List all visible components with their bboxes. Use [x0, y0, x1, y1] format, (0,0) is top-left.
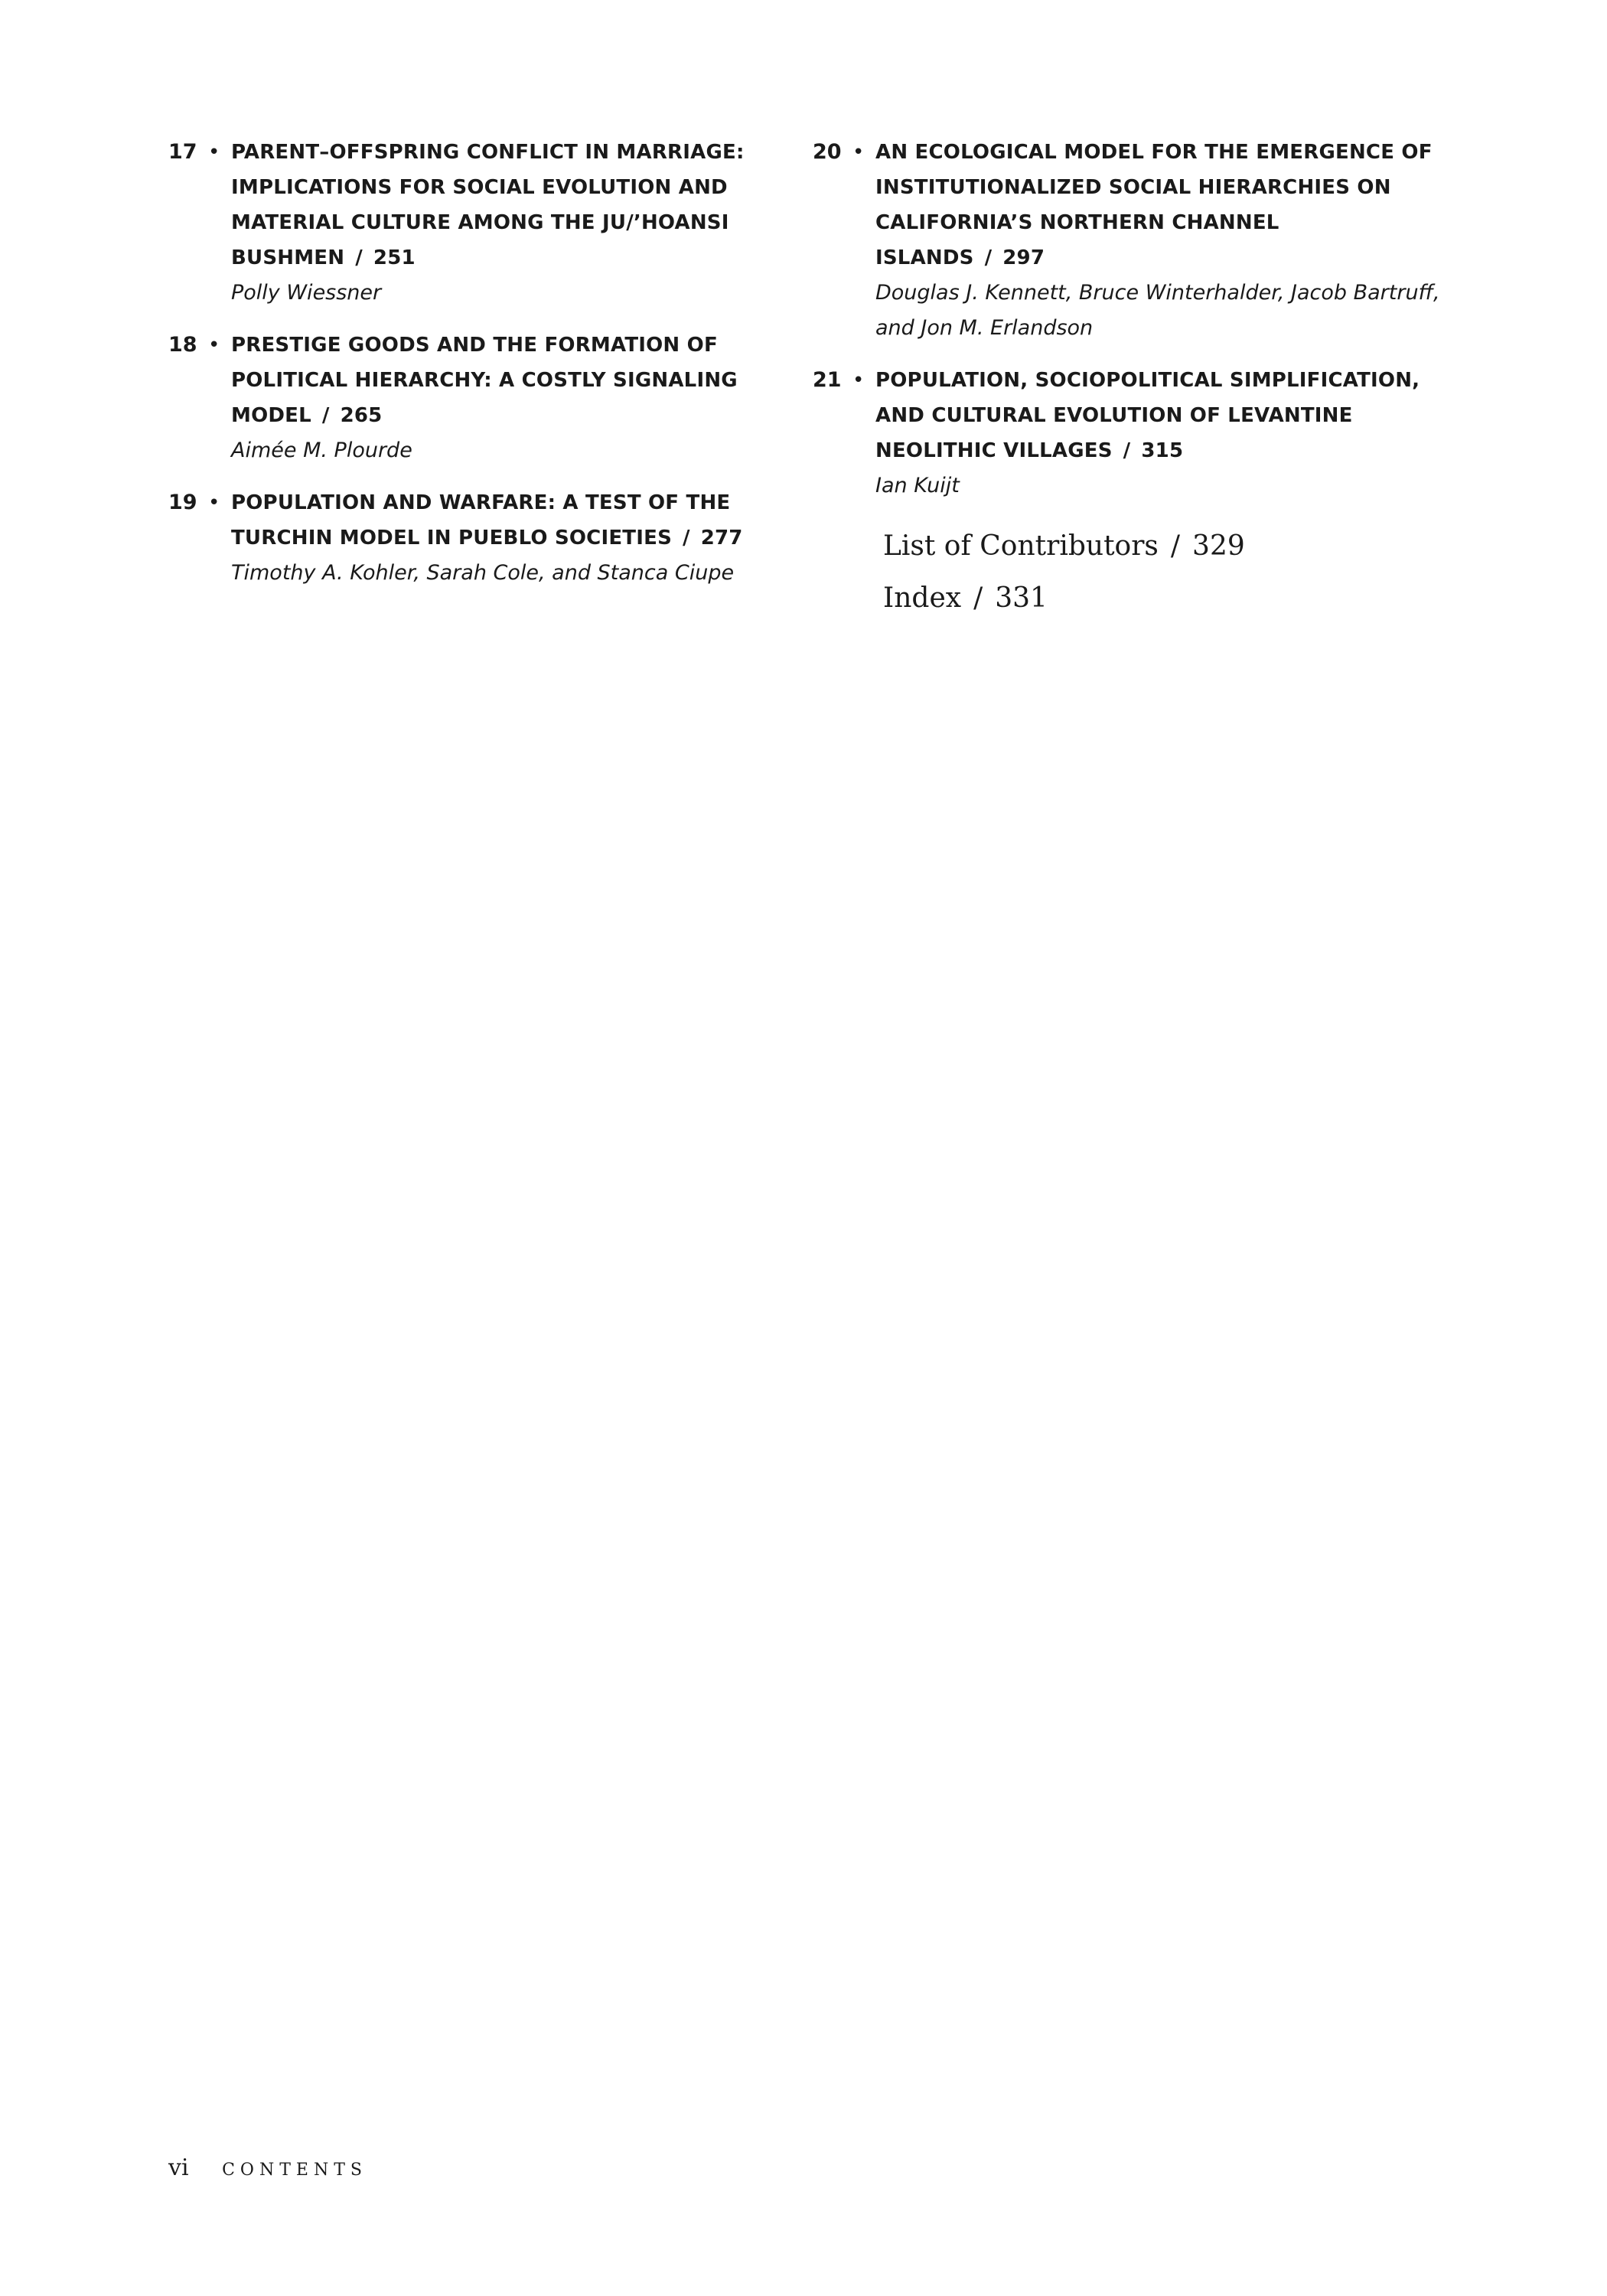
page-number: 329: [1192, 530, 1245, 562]
chapter-number: 21: [813, 368, 842, 392]
toc-entry-19[interactable]: [168, 485, 765, 591]
page-number: 251: [373, 246, 416, 269]
chapter-title: POPULATION AND WARFARE: A TEST OF THE TURCHIN MODEL IN PUEBLO SOCIETIES: [231, 491, 731, 550]
page-separator: /: [683, 527, 690, 550]
chapter-number: 18: [168, 333, 197, 357]
chapter-author: Polly Wiessner: [231, 281, 382, 305]
toc-entry-20[interactable]: [813, 135, 1448, 346]
backmatter-label: List of Contributors: [883, 530, 1159, 562]
page-number: 315: [1141, 439, 1184, 462]
chapter-title-line: [231, 328, 765, 433]
chapter-author: Ian Kuijt: [875, 474, 960, 497]
folio-number: vi: [168, 2154, 189, 2181]
page-number: 331: [995, 582, 1048, 614]
page-separator: /: [355, 246, 363, 269]
bullet-icon: •: [208, 334, 220, 357]
page-separator: /: [1123, 439, 1131, 462]
page-footer: [168, 2154, 367, 2181]
backmatter-label: Index: [883, 582, 962, 614]
toc-entry-18[interactable]: [168, 328, 765, 468]
chapter-author: Timothy A. Kohler, Sarah Cole, and Stanca Ciupe: [231, 561, 735, 585]
page-separator: /: [973, 582, 983, 614]
chapter-title-line: [875, 363, 1448, 468]
page-number: 265: [340, 404, 383, 427]
backmatter-list: [813, 520, 1448, 625]
page-separator: /: [1170, 530, 1181, 562]
chapter-title-line: [875, 135, 1448, 276]
page-number: 277: [700, 527, 743, 550]
running-footer-section: CONTENTS: [222, 2161, 367, 2180]
bullet-icon: •: [852, 369, 865, 392]
chapter-title: PARENT–OFFSPRING CONFLICT IN MARRIAGE: IMPLICATIONS FOR SOCIAL EVOLUTION AND MATERIAL CULTURE AMONG THE JU/’HOANSI BUSHMEN: [231, 141, 745, 269]
chapter-number: 17: [168, 140, 197, 164]
bullet-icon: •: [208, 491, 220, 514]
chapter-author: Aimée M. Plourde: [231, 439, 412, 462]
chapter-title: POPULATION, SOCIOPOLITICAL SIMPLIFICATION, AND CULTURAL EVOLUTION OF LEVANTINE NEOLITHIC VILLAGES: [875, 369, 1420, 462]
bullet-icon: •: [208, 141, 220, 164]
list-of-contributors-entry[interactable]: [883, 520, 1448, 572]
chapter-title-line: [231, 135, 765, 276]
toc-right-column: [813, 135, 1448, 625]
chapter-author: Douglas J. Kennett, Bruce Winterhalder, Jacob Bartruff, and Jon M. Erlandson: [875, 281, 1440, 340]
toc-entry-17[interactable]: [168, 135, 765, 311]
chapter-title-line: [231, 485, 765, 556]
chapter-title: PRESTIGE GOODS AND THE FORMATION OF POLITICAL HIERARCHY: A COSTLY SIGNALING MODEL: [231, 334, 738, 427]
page-separator: /: [984, 246, 993, 269]
chapter-title: AN ECOLOGICAL MODEL FOR THE EMERGENCE OF INSTITUTIONALIZED SOCIAL HIERARCHIES ON CALIFORNIA’S NORTHERN CHANNEL ISLANDS: [875, 141, 1433, 269]
index-entry[interactable]: [883, 572, 1448, 625]
page-separator: /: [321, 404, 330, 427]
toc-left-column: [168, 135, 765, 608]
page-number: 297: [1002, 246, 1045, 269]
bullet-icon: •: [852, 141, 865, 164]
chapter-number: 19: [168, 491, 197, 514]
chapter-number: 20: [813, 140, 842, 164]
toc-entry-21[interactable]: [813, 363, 1448, 504]
